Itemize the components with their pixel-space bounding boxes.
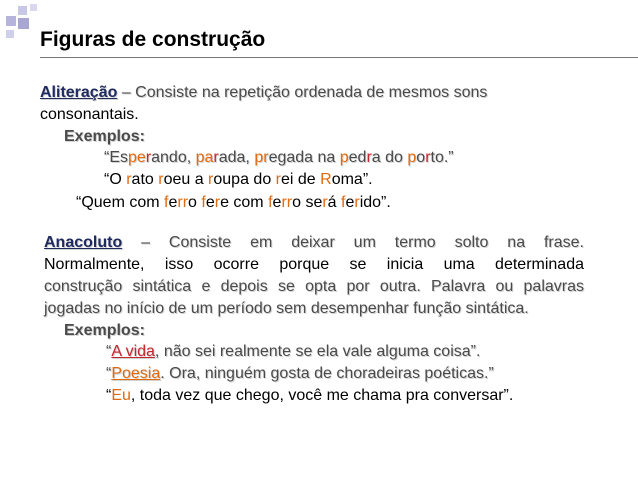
anacoluto-definition-line-1 bbox=[44, 232, 584, 254]
highlight-letters: r bbox=[322, 194, 328, 211]
decor-square bbox=[18, 6, 27, 15]
example-text: ato bbox=[131, 171, 159, 188]
anacoluto-definition-line-4: jogadas no início de um período sem desempenhar função sintática. bbox=[44, 300, 529, 317]
highlight-letters: p bbox=[339, 149, 349, 166]
highlight-letters: r bbox=[214, 194, 221, 211]
highlight-letters: f bbox=[164, 194, 169, 211]
alliteration-examples-label: Exemplos: bbox=[64, 128, 145, 145]
highlight-letters: pa bbox=[195, 149, 214, 166]
anacoluto-examples-label: Exemplos: bbox=[64, 322, 145, 339]
anacoluto-example-1 bbox=[106, 341, 480, 363]
highlight-letters: r bbox=[126, 171, 132, 188]
highlight-letters: pe bbox=[128, 149, 146, 166]
highlight-letters: f bbox=[201, 194, 206, 211]
alliteration-definition-cont: consonantais. bbox=[40, 106, 139, 123]
decor-square bbox=[6, 16, 16, 26]
highlight-letters: r bbox=[145, 149, 152, 166]
example-text: , toda vez que chego, você me chama pra conversar”. bbox=[130, 387, 514, 404]
highlight-term: Eu bbox=[111, 387, 131, 404]
highlight-letters: r bbox=[208, 171, 214, 188]
anacoluto-definition-text: – Consiste em deixar um termo solto na frase. bbox=[141, 234, 584, 251]
highlight-term: Poesia bbox=[111, 365, 161, 382]
anacoluto-definition-line-2: Normalmente, isso ocorre porque se inicia uma determinada bbox=[44, 256, 584, 273]
highlight-letters: R bbox=[320, 171, 332, 188]
example-text: egada na bbox=[268, 149, 340, 166]
example-text: ada, bbox=[218, 149, 255, 166]
highlight-letters: r bbox=[213, 149, 219, 166]
title-divider bbox=[40, 57, 638, 58]
example-text: e bbox=[205, 194, 215, 211]
alliteration-example-2 bbox=[104, 169, 373, 191]
highlight-letters: r bbox=[425, 149, 431, 166]
example-text: “ bbox=[106, 365, 112, 382]
highlight-letters: r bbox=[354, 194, 360, 211]
example-text: e bbox=[272, 194, 282, 211]
highlight-letters: r bbox=[158, 171, 164, 188]
anacoluto-definition-line-3: construção sintática e depois se opta por outra. Palavra ou palavras bbox=[44, 278, 584, 295]
example-text: to.” bbox=[430, 149, 454, 166]
decor-square bbox=[30, 4, 37, 11]
alliteration-example-3 bbox=[76, 192, 391, 214]
example-text: ed bbox=[348, 149, 367, 166]
example-text: e com bbox=[220, 194, 269, 211]
alliteration-term: Aliteração bbox=[40, 84, 118, 101]
example-text: e bbox=[345, 194, 355, 211]
example-text: “Quem com bbox=[76, 194, 165, 211]
highlight-term: A vida bbox=[111, 343, 155, 360]
anacoluto-term: Anacoluto bbox=[44, 234, 123, 251]
anacoluto-example-2 bbox=[106, 363, 494, 385]
highlight-letters: r bbox=[366, 149, 372, 166]
highlight-letters: rr bbox=[177, 194, 189, 211]
alliteration-example-1 bbox=[104, 147, 454, 169]
decor-square bbox=[6, 30, 14, 38]
example-text: “ bbox=[106, 387, 112, 404]
example-text: “Es bbox=[104, 149, 128, 166]
highlight-letters: r bbox=[275, 171, 281, 188]
example-text: oma”. bbox=[331, 171, 373, 188]
example-text: “ bbox=[106, 343, 112, 360]
alliteration-definition bbox=[40, 82, 487, 104]
highlight-letters: p bbox=[407, 149, 417, 166]
example-text: e bbox=[168, 194, 178, 211]
example-text: oeu a bbox=[163, 171, 209, 188]
highlight-letters: rr bbox=[281, 194, 293, 211]
page-title: Figuras de construção bbox=[40, 28, 266, 51]
example-text: “O bbox=[104, 171, 127, 188]
example-text: , não sei realmente se ela vale alguma coisa”. bbox=[154, 343, 481, 360]
example-text: a do bbox=[371, 149, 408, 166]
example-text: . Ora, ninguém gosta de choradeiras poéticas.” bbox=[160, 365, 494, 382]
example-text: o bbox=[416, 149, 426, 166]
highlight-letters: f bbox=[341, 194, 346, 211]
highlight-letters: pr bbox=[254, 149, 269, 166]
example-text: á bbox=[327, 194, 342, 211]
example-text: ando, bbox=[151, 149, 196, 166]
highlight-letters: f bbox=[268, 194, 273, 211]
example-text: o bbox=[188, 194, 202, 211]
example-text: o se bbox=[292, 194, 323, 211]
decor-square bbox=[18, 18, 29, 29]
anacoluto-example-3 bbox=[106, 385, 513, 407]
example-text: ei de bbox=[280, 171, 321, 188]
alliteration-definition-text: – Consiste na repetição ordenada de mesmos sons bbox=[117, 84, 488, 101]
example-text: oupa do bbox=[213, 171, 276, 188]
example-text: ido”. bbox=[359, 194, 391, 211]
